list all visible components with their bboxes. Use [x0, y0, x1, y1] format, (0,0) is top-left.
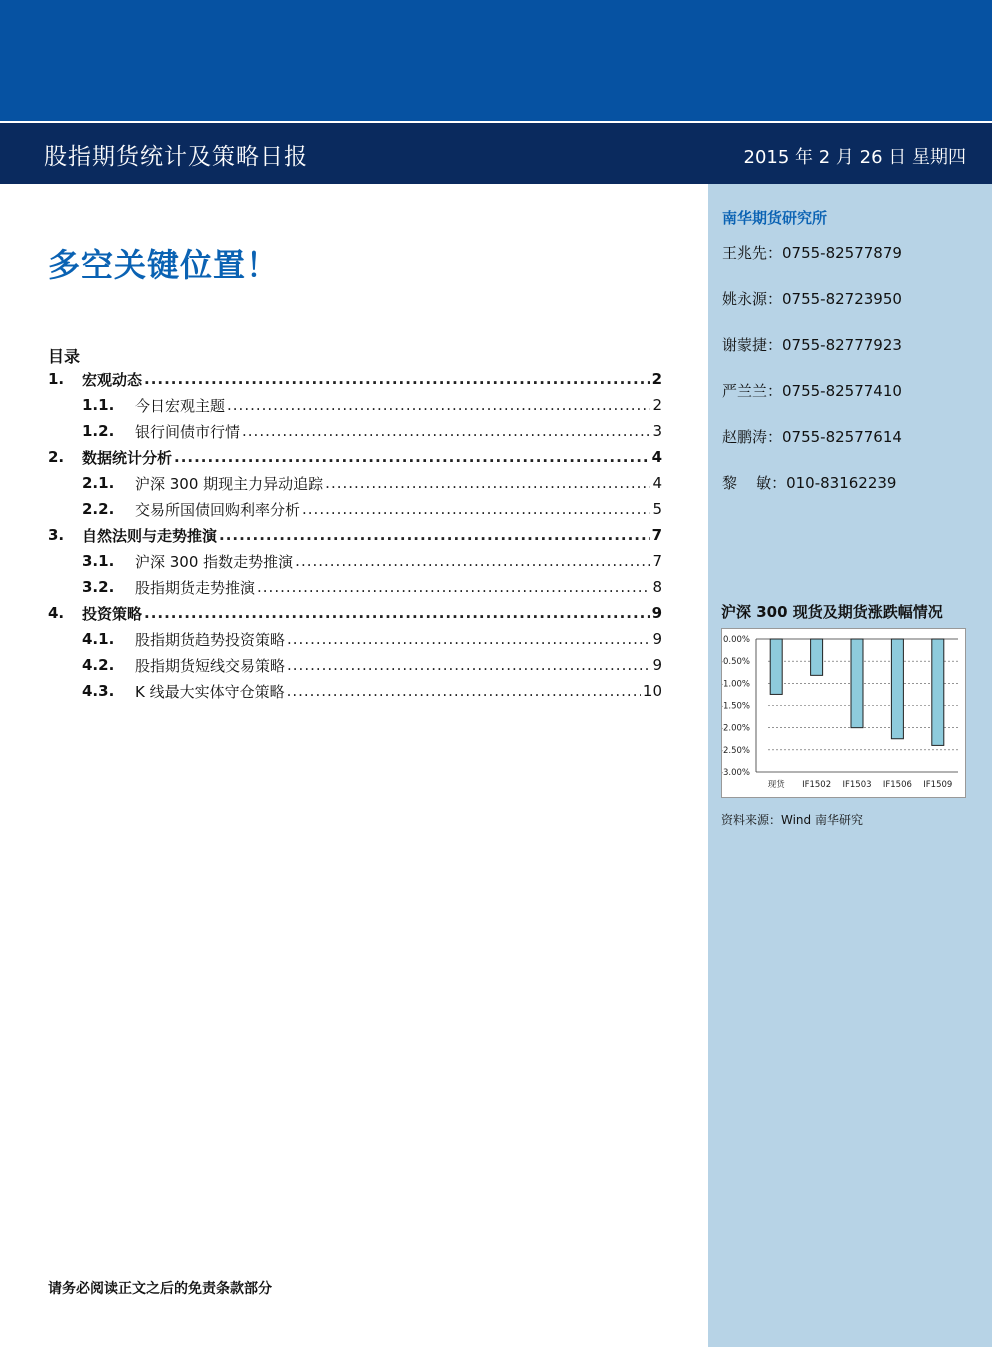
toc-item-label: 股指期货走势推演 — [135, 578, 256, 597]
y-tick-label: -1.50% — [722, 701, 750, 712]
toc-item-label: 交易所国债回购利率分析 — [135, 500, 301, 519]
toc-item-number: 4.1. — [82, 630, 115, 648]
bar — [770, 639, 782, 694]
report-name: 股指期货统计及策略日报 — [44, 144, 308, 170]
bar — [851, 639, 863, 728]
y-tick-label: -2.50% — [722, 745, 750, 756]
toc-leader-dots — [219, 526, 650, 544]
toc-item-page: 4 — [651, 448, 662, 466]
toc-item-label: 今日宏观主题 — [135, 396, 226, 415]
contact-entry: 严兰兰：0755-82577410 — [722, 382, 902, 400]
toc-item-page: 9 — [652, 630, 662, 648]
toc-item-number: 1.2. — [82, 422, 115, 440]
toc-item-label: 自然法则与走势推演 — [82, 526, 218, 545]
y-tick-label: -0.50% — [722, 657, 750, 668]
x-tick-label: IF1503 — [842, 780, 872, 790]
contact-entry: 赵鹏涛：0755-82577614 — [722, 428, 902, 446]
toc-item[interactable] — [48, 496, 662, 522]
table-of-contents — [48, 366, 662, 704]
toc-item-page: 2 — [651, 370, 662, 388]
toc-item-number: 2. — [48, 448, 65, 466]
toc-item[interactable] — [48, 418, 662, 444]
chart-source: 资料来源：Wind 南华研究 — [721, 813, 863, 827]
contact-entry: 姚永源：0755-82723950 — [722, 290, 902, 308]
bar — [891, 639, 903, 739]
toc-item-label: K 线最大实体守仓策略 — [135, 682, 285, 701]
toc-item[interactable] — [48, 678, 662, 704]
toc-item-page: 2 — [652, 396, 662, 414]
toc-item[interactable] — [48, 392, 662, 418]
toc-leader-dots — [287, 656, 650, 674]
toc-leader-dots — [295, 552, 650, 570]
toc-leader-dots — [325, 474, 650, 492]
toc-leader-dots — [144, 370, 650, 388]
toc-item-number: 2.2. — [82, 500, 115, 518]
title-band — [0, 123, 992, 184]
toc-item-label: 投资策略 — [82, 604, 143, 623]
chart-title: 沪深 300 现货及期货涨跌幅情况 — [721, 603, 943, 621]
x-tick-label: IF1509 — [923, 780, 953, 790]
toc-leader-dots — [174, 448, 650, 466]
toc-leader-dots — [227, 396, 650, 414]
x-tick-label: IF1506 — [882, 780, 912, 790]
toc-leader-dots — [287, 682, 641, 700]
toc-leader-dots — [257, 578, 650, 596]
toc-item[interactable] — [48, 652, 662, 678]
toc-item[interactable] — [48, 522, 662, 548]
research-org: 南华期货研究所 — [722, 209, 828, 227]
contact-list — [722, 242, 902, 518]
toc-item-number: 1. — [48, 370, 65, 388]
toc-item[interactable] — [48, 470, 662, 496]
toc-title: 目录 — [48, 347, 81, 366]
bar — [932, 639, 944, 745]
y-tick-label: 0.00% — [722, 635, 750, 645]
toc-item[interactable] — [48, 444, 662, 470]
headline: 多空关键位置！ — [48, 246, 280, 284]
toc-leader-dots — [287, 630, 650, 648]
chart-box — [721, 628, 966, 798]
toc-item-number: 4. — [48, 604, 65, 622]
toc-item-page: 7 — [652, 552, 662, 570]
toc-item-page: 4 — [652, 474, 662, 492]
toc-item-label: 数据统计分析 — [82, 448, 173, 467]
y-tick-label: -3.00% — [722, 768, 750, 778]
toc-item-page: 3 — [652, 422, 662, 440]
toc-item-page: 9 — [651, 604, 662, 622]
bar-chart — [722, 629, 965, 797]
toc-item[interactable] — [48, 626, 662, 652]
toc-item-page: 9 — [652, 656, 662, 674]
toc-leader-dots — [242, 422, 650, 440]
contact-entry: 黎 敏：010-83162239 — [722, 474, 897, 492]
contact-entry: 王兆先：0755-82577879 — [722, 244, 902, 262]
toc-item-number: 3.2. — [82, 578, 115, 596]
contact-entry: 谢蒙捷：0755-82777923 — [722, 336, 902, 354]
bar — [811, 639, 823, 675]
toc-item-label: 银行间债市行情 — [135, 422, 241, 441]
header-band — [0, 0, 992, 121]
toc-item[interactable] — [48, 600, 662, 626]
report-date: 2015 年 2 月 26 日 星期四 — [743, 147, 966, 168]
toc-item-number: 4.3. — [82, 682, 115, 700]
toc-leader-dots — [302, 500, 650, 518]
toc-leader-dots — [144, 604, 650, 622]
toc-item-page: 8 — [652, 578, 662, 596]
toc-item-number: 3. — [48, 526, 65, 544]
toc-item-label: 股指期货趋势投资策略 — [135, 630, 286, 649]
toc-item-number: 1.1. — [82, 396, 115, 414]
y-tick-label: -2.00% — [722, 723, 750, 734]
toc-item[interactable] — [48, 548, 662, 574]
toc-item-label: 沪深 300 期现主力异动追踪 — [135, 474, 324, 493]
toc-item-label: 沪深 300 指数走势推演 — [135, 552, 294, 571]
disclaimer: 请务必阅读正文之后的免责条款部分 — [48, 1281, 272, 1297]
toc-item-label: 宏观动态 — [82, 370, 143, 389]
toc-item-number: 3.1. — [82, 552, 115, 570]
toc-item-number: 4.2. — [82, 656, 115, 674]
toc-item[interactable] — [48, 366, 662, 392]
x-tick-label: 现货 — [767, 780, 785, 790]
toc-item-number: 2.1. — [82, 474, 115, 492]
y-tick-label: -1.00% — [722, 679, 750, 690]
toc-item-label: 股指期货短线交易策略 — [135, 656, 286, 675]
toc-item-page: 10 — [642, 682, 662, 700]
toc-item[interactable] — [48, 574, 662, 600]
x-tick-label: IF1502 — [802, 780, 832, 790]
toc-item-page: 5 — [652, 500, 662, 518]
toc-item-page: 7 — [651, 526, 662, 544]
